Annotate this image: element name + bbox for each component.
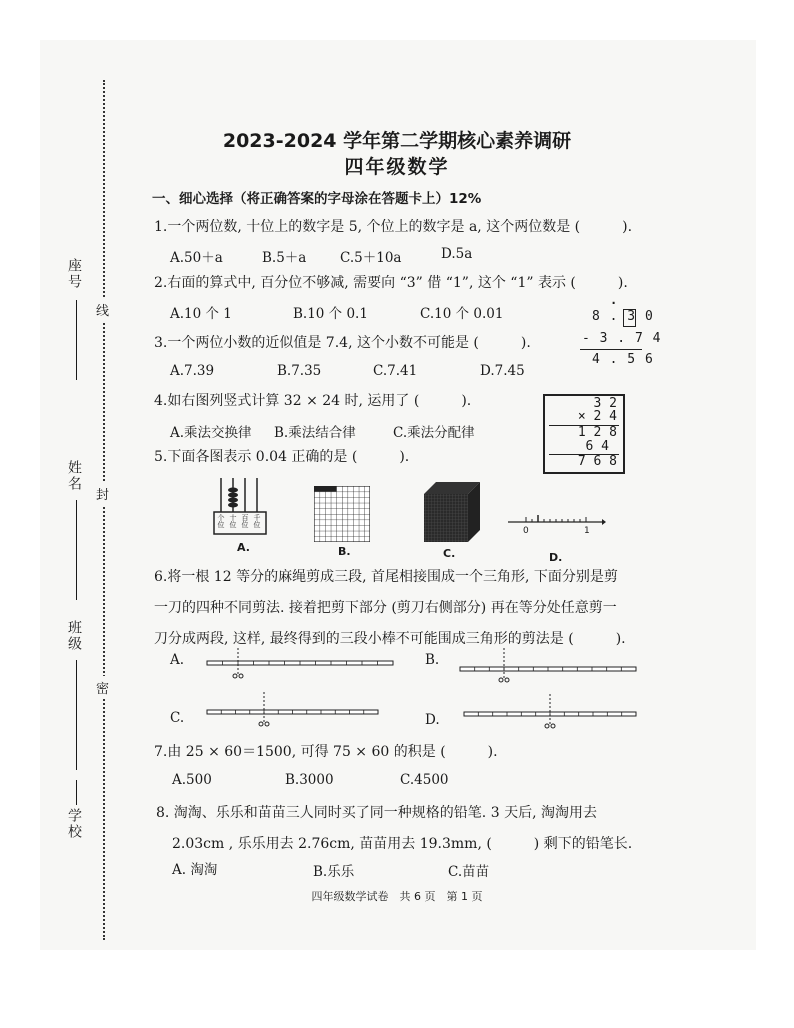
seal-line-char: 线 (96, 298, 109, 321)
q8-option-c[interactable]: C.苗苗 (448, 864, 490, 880)
q8-option-b[interactable]: B.乐乐 (313, 864, 355, 880)
q7-option-c[interactable]: C.4500 (400, 772, 449, 788)
q6-option-b[interactable]: B. (425, 652, 440, 668)
school-blank (76, 780, 77, 805)
q6-rope-b[interactable] (458, 646, 638, 684)
question-5: 5.下面各图表示 0.04 正确的是 ( ). (154, 449, 410, 465)
seal-close-char: 密 (96, 676, 109, 699)
q6-rope-d[interactable] (462, 692, 638, 732)
q5-label-c: C. (443, 547, 456, 560)
q4-option-b[interactable]: B.乘法结合律 (274, 425, 356, 441)
thousand-cube-icon (422, 480, 482, 546)
q2-option-b[interactable]: B.10 个 0.1 (293, 306, 368, 322)
class-blank (76, 660, 77, 770)
question-6-line-2: 一刀的四种不同剪法. 接着把剪下部分 (剪刀右侧部分) 再在等分处任意剪一 (154, 600, 617, 616)
q4-option-c[interactable]: C.乘法分配律 (393, 425, 475, 441)
mult-row-3: 1 2 8 (577, 425, 617, 440)
multiplication-figure (543, 394, 625, 474)
q8-option-a[interactable]: A. 淘淘 (172, 862, 218, 878)
abacus-icon (212, 476, 268, 542)
q5-figure-c-cube[interactable] (422, 480, 482, 546)
q4-option-a[interactable]: A.乘法交换律 (170, 425, 252, 441)
question-2: 2.右面的算式中, 百分位不够减, 需要向 “3” 借 “1”, 这个 “1” 表示 ( ). (154, 275, 628, 291)
q1-option-a[interactable]: A.50＋a (170, 250, 223, 266)
subtraction-subtrahend: - 3 . 7 4 (582, 331, 662, 346)
q5-figure-d-number-line[interactable] (506, 512, 606, 544)
question-7: 7.由 25 × 60＝1500, 可得 75 × 60 的积是 ( ). (154, 744, 498, 760)
mult-row-1: 3 2 (593, 396, 617, 411)
q3-option-b[interactable]: B.7.35 (277, 363, 322, 379)
borrow-dot: · (610, 296, 618, 310)
q1-option-b[interactable]: B.5＋a (262, 250, 307, 266)
rope-cut-c-icon (205, 690, 380, 730)
number-line-zero: 0 (523, 526, 529, 536)
q6-option-d[interactable]: D. (425, 712, 440, 728)
seat-number-blank (76, 300, 77, 380)
number-line-icon (506, 512, 606, 532)
q5-label-d: D. (549, 551, 563, 564)
question-3: 3.一个两位小数的近似值是 7.4, 这个小数不可能是 ( ). (154, 335, 531, 351)
question-8-line-2: 2.03cm , 乐乐用去 2.76cm, 苗苗用去 19.3mm, ( ) 剩下的铅笔长. (172, 836, 633, 852)
q1-option-d[interactable]: D.5a (441, 246, 473, 262)
abacus-label-thousands: 千位 (253, 514, 261, 528)
mult-row-4: 6 4 (585, 439, 609, 454)
abacus-label-hundreds: 百位 (241, 514, 249, 528)
seal-dotted-line (103, 80, 105, 940)
q7-option-a[interactable]: A.500 (172, 772, 212, 788)
name-blank (76, 500, 77, 600)
q6-option-c[interactable]: C. (170, 710, 185, 726)
q1-option-c[interactable]: C.5＋10a (340, 250, 402, 266)
abacus-label-tens: 十位 (229, 514, 237, 528)
q5-label-a: A. (237, 541, 250, 554)
q2-option-a[interactable]: A.10 个 1 (170, 306, 232, 322)
rope-cut-b-icon (458, 646, 638, 684)
q5-figure-b-grid[interactable] (314, 486, 370, 542)
number-line-one: 1 (584, 526, 590, 536)
exam-subtitle: 四年级数学 (344, 156, 450, 178)
q3-option-a[interactable]: A.7.39 (170, 363, 215, 379)
mult-row-5: 7 6 8 (577, 454, 617, 469)
exam-title: 2023-2024 学年第二学期核心素养调研 (222, 130, 572, 152)
q7-option-b[interactable]: B.3000 (285, 772, 334, 788)
page-footer: 四年级数学试卷 共 6 页 第 1 页 (311, 890, 483, 903)
subtraction-difference: 4 . 5 6 (592, 352, 654, 367)
q6-option-a[interactable]: A. (170, 652, 185, 668)
q2-option-c[interactable]: C.10 个 0.01 (420, 306, 504, 322)
q5-figure-a-abacus[interactable] (212, 476, 268, 542)
question-1: 1.一个两位数, 十位上的数字是 5, 个位上的数字是 a, 这个两位数是 ( ). (154, 219, 633, 235)
rope-cut-d-icon (462, 692, 638, 732)
abacus-label-ones: 个位 (217, 514, 225, 528)
name-label: 姓名 (66, 460, 82, 492)
hundred-grid-icon (314, 486, 370, 542)
subtraction-minuend: 8 . 3 0 (592, 309, 654, 324)
seal-seal-char: 封 (96, 482, 109, 505)
mult-row-2: × 2 4 (577, 409, 617, 424)
question-6-line-3: 刀分成两段, 这样, 最终得到的三段小棒不可能围成三角形的剪法是 ( ). (154, 631, 626, 647)
highlighted-digit-box (623, 309, 636, 327)
q6-rope-a[interactable] (205, 646, 395, 680)
q6-rope-c[interactable] (205, 690, 380, 730)
rope-cut-a-icon (205, 646, 395, 680)
seat-number-label: 座号 (66, 258, 82, 290)
q5-label-b: B. (338, 545, 351, 558)
section-heading: 一、细心选择（将正确答案的字母涂在答题卡上）12% (152, 191, 482, 207)
class-label: 班级 (66, 620, 82, 652)
school-label: 学校 (66, 808, 82, 840)
q3-option-d[interactable]: D.7.45 (480, 363, 525, 379)
subtraction-rule (580, 349, 642, 350)
question-8-line-1: 8. 淘淘、乐乐和苗苗三人同时买了同一种规格的铅笔. 3 天后, 淘淘用去 (156, 805, 597, 821)
question-4: 4.如右图列竖式计算 32 × 24 时, 运用了 ( ). (154, 393, 472, 409)
q3-option-c[interactable]: C.7.41 (373, 363, 418, 379)
question-6-line-1: 6.将一根 12 等分的麻绳剪成三段, 首尾相接围成一个三角形, 下面分别是剪 (154, 569, 618, 585)
